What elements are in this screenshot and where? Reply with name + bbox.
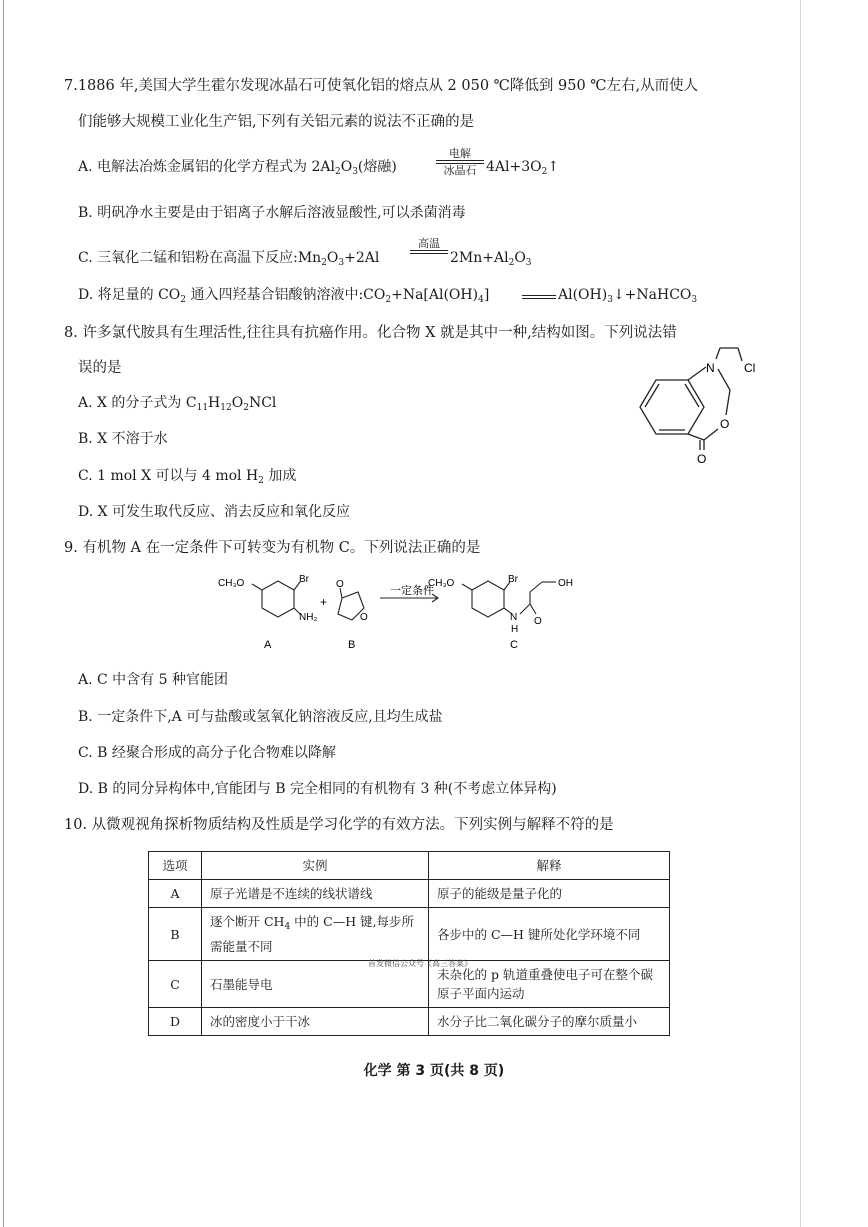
q9-reaction-scheme [200, 568, 620, 658]
q7-stem-line2: 们能够大规模工业化生产铝,下列有关铝元素的说法不正确的是 [78, 114, 475, 130]
q7-a-sub: 2 [334, 167, 341, 177]
q7-a-sub: 3 [352, 167, 358, 177]
table-cell-option: D [149, 1008, 202, 1036]
q9-c-h: H [511, 624, 519, 635]
q9-option-c: C. B 经聚合形成的高分子化合物难以降解 [78, 745, 336, 761]
q7-stem-line1: 7.1886 年,美国大学生霍尔发现冰晶石可使氧化铝的熔点从 2 050 ℃降低到 950 ℃左右,从而使人 [64, 78, 699, 94]
table-cell-example [202, 908, 429, 961]
q8-ring-o-label: O [720, 417, 730, 431]
q7-option-c [78, 248, 379, 273]
q8-a-text: O [231, 395, 244, 411]
table-cell-text: 逐个断开 CH [210, 914, 285, 929]
q8-bond [716, 348, 720, 359]
q9-bond [252, 584, 262, 590]
q8-option-b: B. X 不溶于水 [78, 431, 168, 447]
q9-b-o1: O [336, 579, 344, 590]
q9-a-br: Br [299, 574, 309, 585]
q8-a-text: NCl [248, 395, 277, 411]
q7-c-text: O [514, 250, 526, 266]
q9-a-ring [262, 581, 294, 617]
table-cell-explain: 各步中的 C—H 键所处化学环境不同 [429, 908, 670, 961]
q9-stem: 9. 有机物 A 在一定条件下可转变为有机物 C。下列说法正确的是 [64, 540, 481, 556]
q7-option-d-products [558, 285, 697, 310]
q7-option-d [78, 285, 489, 310]
q9-c-br: Br [508, 574, 518, 585]
q8-benzene-ring [640, 380, 704, 434]
q7-a-cond-bottom: 冰晶石 [443, 164, 477, 177]
q8-stem-line2: 误的是 [78, 360, 122, 376]
q7-d-equal-bar [522, 295, 556, 299]
table-cell-explain: 水分子比二氧化碳分子的摩尔质量小 [429, 1008, 670, 1036]
table-row [149, 908, 670, 961]
q9-c-ring [472, 581, 504, 617]
q7-c-text: C. 三氧化二锰和铝粉在高温下反应:Mn [78, 250, 322, 266]
table-header-cell: 实例 [202, 852, 429, 880]
q7-a-sub: 2 [541, 167, 548, 177]
q7-c-text: O [326, 250, 339, 266]
q7-c-cond: 高温 [418, 237, 440, 250]
scan-edge-right [800, 0, 801, 1227]
q7-d-text: ↓+NaHCO [612, 287, 692, 303]
table-cell-example: 石墨能导电 [202, 961, 429, 1008]
q9-a-nh2: NH₂ [299, 612, 318, 623]
q9-option-a: A. C 中含有 5 种官能团 [78, 672, 228, 688]
q7-d-sub: 2 [180, 295, 186, 305]
q8-bond [688, 367, 706, 380]
table-cell-text: 中的 C—H 键,每步所需能量不同 [210, 914, 415, 954]
q8-cl-label: Cl [744, 361, 756, 375]
q7-d-equal-sign [522, 289, 556, 299]
table-cell-example: 原子光谱是不连续的线状谱线 [202, 880, 429, 908]
table-cell-option: A [149, 880, 202, 908]
q9-bond [530, 582, 542, 592]
q8-a-sub: 2 [243, 403, 249, 413]
table-header-row [149, 852, 670, 880]
q7-d-sub: 3 [607, 295, 613, 305]
q9-arrow-label: 一定条件 [390, 585, 434, 597]
q7-c-sub: 2 [321, 258, 327, 268]
table-cell-example: 冰的密度小于干冰 [202, 1008, 429, 1036]
q8-c-text: C. 1 mol X 可以与 4 mol H [78, 468, 259, 484]
q7-a-text: A. 电解法冶炼金属铝的化学方程式为 2Al [78, 159, 335, 175]
q7-c-sub: 3 [525, 258, 532, 268]
q7-d-text: +Na[Al(OH) [391, 287, 479, 303]
table-cell-option: B [149, 908, 202, 961]
q8-stem-line1: 8. 许多氯代胺具有生理活性,往往具有抗癌作用。化合物 X 就是其中一种,结构如图。下列说法错 [64, 325, 677, 341]
q7-c-equal-sign [410, 250, 448, 254]
q8-bond [688, 434, 704, 440]
table-row [149, 880, 670, 908]
q9-c-n: N [510, 612, 518, 623]
q9-label-b: B [348, 639, 356, 651]
q8-n-label: N [706, 361, 715, 375]
q7-d-sub: 3 [691, 295, 698, 305]
q9-b-o2: O [360, 612, 368, 623]
q8-bond [738, 348, 742, 361]
q7-a-cond-top: 电解 [449, 147, 471, 160]
table-cell-option: C [149, 961, 202, 1008]
q7-a-arrow: ↑ [547, 159, 560, 175]
q8-bond [726, 390, 730, 415]
q7-c-sub: 2 [508, 258, 515, 268]
q10-stem: 10. 从微观视角探析物质结构及性质是学习化学的有效方法。下列实例与解释不符的是 [64, 817, 614, 833]
q9-c-meo: CH₃O [428, 578, 455, 589]
q7-d-sub: 2 [385, 295, 392, 305]
q8-option-d: D. X 可发生取代反应、消去反应和氧化反应 [78, 504, 351, 520]
q8-carbonyl-o-label: O [697, 452, 707, 466]
q7-option-b: B. 明矾净水主要是由于铝离子水解后溶液显酸性,可以杀菌消毒 [78, 205, 466, 221]
q8-bond [704, 429, 718, 440]
q7-a-text: O [340, 159, 353, 175]
table-cell-explain: 未杂化的 p 轨道重叠使电子可在整个碳原子平面内运动 [429, 961, 670, 1008]
q7-d-sub: 4 [478, 295, 484, 305]
q7-a-text: (熔融) [357, 159, 397, 175]
q9-c-o: O [534, 616, 542, 627]
q8-a-text: H [208, 395, 221, 411]
q9-c-oh: OH [558, 578, 573, 589]
q9-bond [520, 604, 530, 614]
q7-d-text: 通入四羟基合铝酸钠溶液中:CO [186, 287, 386, 303]
q8-a-text: A. X 的分子式为 C [78, 395, 197, 411]
q9-option-b: B. 一定条件下,A 可与盐酸或氢氧化钠溶液反应,且均生成盐 [78, 709, 443, 725]
q8-c-text: 加成 [263, 468, 297, 484]
q9-label-c: C [510, 639, 518, 651]
scan-edge-left [3, 0, 4, 1227]
q9-label-a: A [264, 639, 272, 651]
q7-option-a-products [486, 157, 559, 182]
table-header-cell: 选项 [149, 852, 202, 880]
q8-c-sub: 2 [258, 476, 264, 486]
q10-table [148, 851, 670, 1036]
q8-a-sub: 11 [196, 403, 209, 413]
q7-d-text: Al(OH) [558, 287, 608, 303]
q7-option-c-products [450, 248, 532, 273]
q9-bond [462, 584, 472, 590]
q7-a-reaction-condition [436, 147, 484, 177]
q7-a-text: 4Al+3O [486, 159, 542, 175]
q8-option-a [78, 393, 276, 418]
q8-option-c [78, 466, 296, 491]
table-cell-explain: 原子的能级是量子化的 [429, 880, 670, 908]
q8-a-sub: 12 [220, 403, 232, 413]
q7-c-sub: 3 [338, 258, 345, 268]
watermark: 首发微信公众号《高三答案》 [368, 959, 472, 968]
q8-bond [718, 369, 730, 390]
table-header-cell: 解释 [429, 852, 670, 880]
q8-structure-x [620, 345, 770, 470]
q9-a-meo: CH₃O [218, 578, 245, 589]
q7-c-text: +2Al [344, 250, 380, 266]
q9-plus: + [320, 595, 328, 609]
page-footer: 化学 第 3 页(共 8 页) [363, 1063, 505, 1079]
q9-option-d: D. B 的同分异构体中,官能团与 B 完全相同的有机物有 3 种(不考虑立体异构) [78, 781, 557, 797]
q7-option-a [78, 157, 397, 182]
q7-c-text: 2Mn+Al [450, 250, 509, 266]
q7-d-text: D. 将足量的 CO [78, 287, 181, 303]
q7-d-text: ] [483, 287, 490, 303]
table-cell-sub: 4 [284, 922, 291, 932]
q9-bond [530, 604, 536, 614]
q7-c-reaction-condition [410, 237, 448, 254]
table-row [149, 1008, 670, 1036]
